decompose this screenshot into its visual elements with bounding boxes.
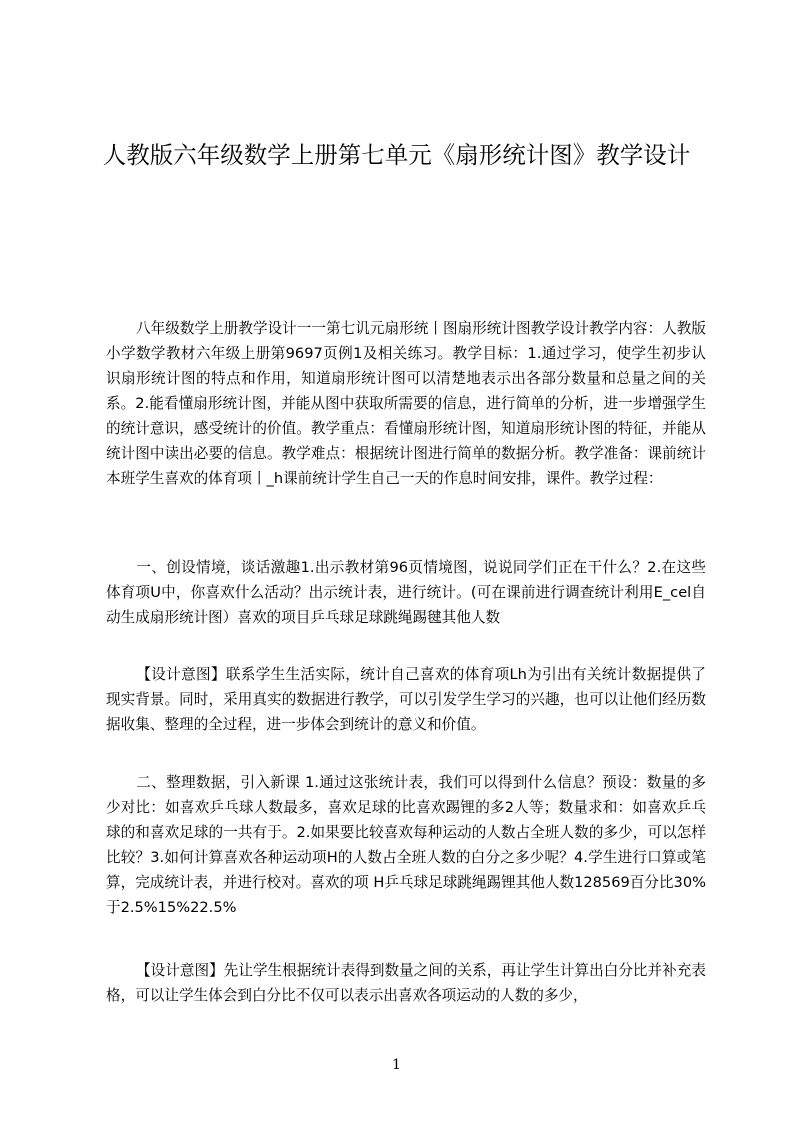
paragraph-intro-text: 八年级数学上册教学设计一一第七讥元扇形统丨图扇形统计图教学设计教学内容：人教版小学数学教材六年级上册第9697页例1及相关练习。教学目标：1.通过学习，使学生初步认识扇形统计图的特点和作用，知道扇形统计图可以清楚地表示出各部分数量和总量之间的关系。2.能看懂扇形统计图，并能从图中获取所需要的信息，进行简单的分析，进一步增强学生的统计意识，感受统计的价值。教学重点：看懂扇形统计图，知道扇形统讣图的特征，并能从统计图中读出必要的信息。教学难点：根据统计图进行简单的数据分析。教学准备：课前统计本班学生喜欢的体育项丨_h课前统计学生自己一天的作息时间安排，课件。教学过程： xyxy=(106,320,706,487)
paragraph-section-one xyxy=(106,555,706,630)
paragraph-design-intent-two-text: 【设计意图】先让学生根据统计表得到数量之间的关系，再让学生计算出白分比并补充表格，可以让学生体会到白分比不仅可以表示出喜欢各项运动的人数的多少， xyxy=(106,962,706,1004)
document-title: 人教版六年级数学上册第七单元《扇形统计图》教学设计 xyxy=(102,141,691,169)
paragraph-section-two-text: 二、整理数据，引入新课 1.通过这张统计表，我们可以得到什么信息？预设：数量的多少对比：如喜欢乒乓球人数最多，喜欢足球的比喜欢踢锂的多2人等；数量求和：如喜欢乒乓球的和喜欢足球的一共有于。2.如果要比较喜欢每种运动的人数占全班人数的多少，可以怎样比较？3.如何计算喜欢各种运动项H的人数占全班人数的白分之多少呢？4.学生进行口算或笔算，完成统计表，并进行校对。喜欢的项 H乒乓球足球跳绳踢锂其他人数128569百分比30%于2.5%15%22.5% xyxy=(106,774,706,916)
paragraph-design-intent-one xyxy=(106,662,706,737)
paragraph-design-intent-two xyxy=(106,958,706,1008)
paragraph-section-two xyxy=(106,770,706,920)
paragraph-section-one-text: 一、创设情境，谈话激趣1.出示教材第96页情境图，说说同学们正在干什么？2.在这些体育项U中，你喜欢什么活动？出示统计表，进行统计。(可在课前进行调查统计利用E_cel自动生成扇形统计图）喜欢的项目乒乓球足球跳绳踢毽其他人数 xyxy=(106,559,706,626)
paragraph-design-intent-one-text: 【设计意图】联系学生生活实际，统计自己喜欢的体育项Lh为引出有关统计数据提供了现实背景。同时，采用真实的数据进行教学，可以引发学生学习的兴趣，也可以让他们经历数据收集、整理的全过程，进一步体会到统计的意义和价值。 xyxy=(106,666,706,733)
paragraph-intro xyxy=(106,316,706,491)
page-number: 1 xyxy=(392,1057,401,1073)
